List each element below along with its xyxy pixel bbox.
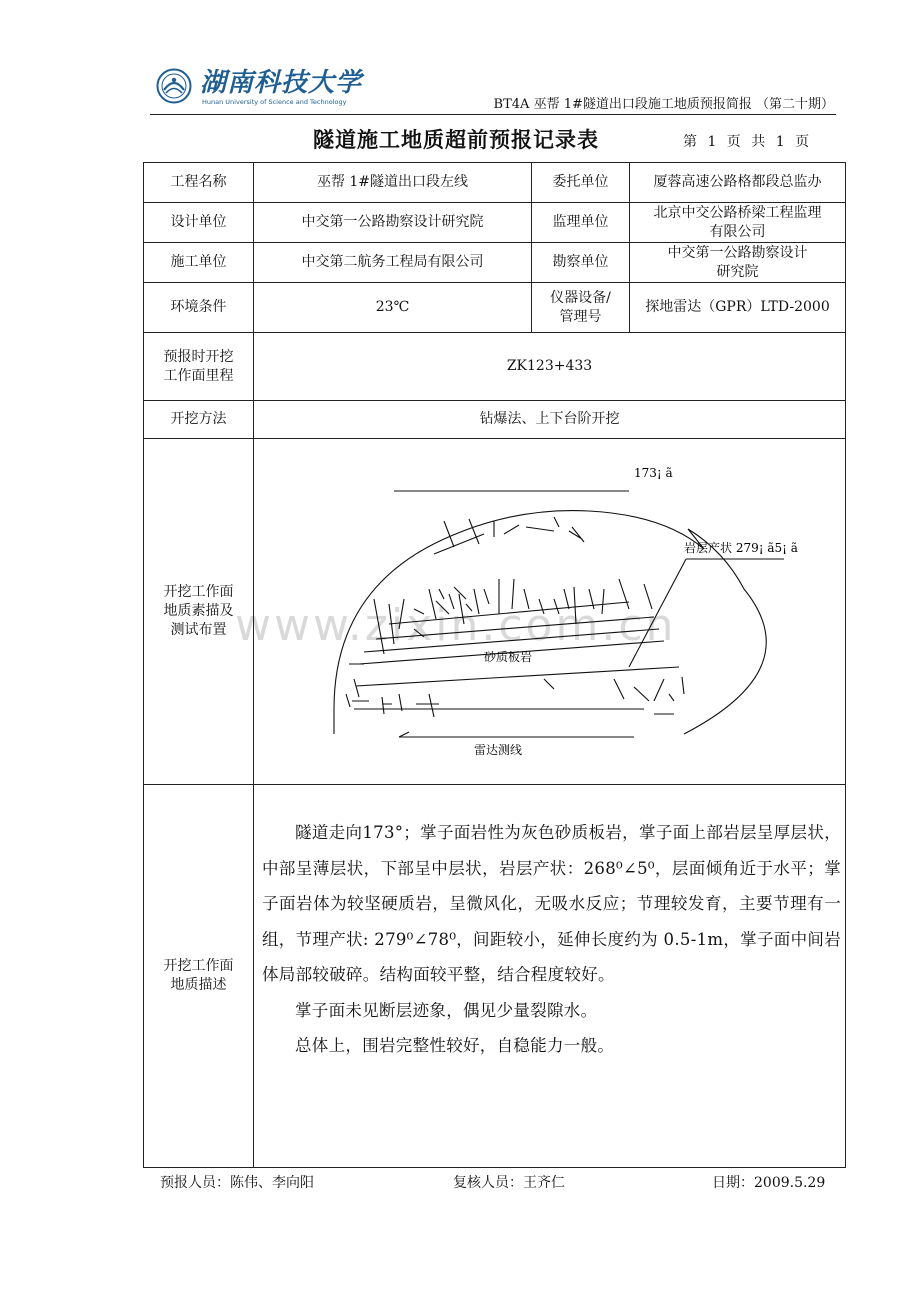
forecaster: 预报人员：陈伟、李向阳	[160, 1175, 314, 1191]
face-sketch	[254, 439, 846, 784]
instrument-label: 仪器设备/ 管理号	[532, 283, 630, 333]
table-row	[144, 401, 846, 439]
table-row	[144, 439, 846, 785]
supervision-unit-label: 监理单位	[532, 203, 630, 243]
page-header	[150, 60, 836, 115]
description-label: 开挖工作面 地质描述	[144, 785, 254, 1168]
survey-unit-value: 中交第一公路勘察设计 研究院	[630, 243, 846, 283]
radar-line-label: 雷达测线	[474, 743, 523, 757]
face-sketch-cell	[254, 439, 846, 785]
watermark: www.zixin.com.cn	[235, 600, 677, 651]
table-row	[144, 283, 846, 333]
table-row	[144, 785, 846, 1168]
description-paragraph: 隧道走向173°；掌子面岩性为灰色砂质板岩，掌子面上部岩层呈厚层状，中部呈薄层状，下部呈中层状，岩层产状：268⁰∠5⁰，层面倾角近于水平；掌子面岩体为较坚硬质岩，呈微风化，无吸水反应；节理较发育，主要节理有一组，节理产状: 279⁰∠78⁰，间距较小，延伸长度约为 0.5-1m，掌子面中间岩体局部较破碎。结构面较平整，结合程度较好。	[262, 823, 841, 984]
document-title: 隧道施工地质超前预报记录表	[313, 127, 599, 152]
table-row	[144, 163, 846, 203]
client-label: 委托单位	[532, 163, 630, 203]
project-name-label: 工程名称	[144, 163, 254, 203]
description-paragraph: 总体上，围岩完整性较好，自稳能力一般。	[295, 1036, 615, 1055]
bedding-line	[376, 617, 654, 639]
page-info: 第 1 页 共 1 页	[683, 134, 810, 150]
university-logo-text: 湖南科技大学	[200, 68, 363, 98]
design-unit-value: 中交第一公路勘察设计研究院	[254, 203, 532, 243]
geology-description	[254, 785, 846, 1168]
instrument-value: 探地雷达（GPR）LTD-2000	[630, 283, 846, 333]
university-emblem-icon	[156, 68, 192, 104]
supervision-unit-value: 北京中交公路桥梁工程监理 有限公司	[630, 203, 846, 243]
client-value: 厦蓉高速公路格都段总监办	[630, 163, 846, 203]
method-label: 开挖方法	[144, 401, 254, 439]
construction-unit-value: 中交第二航务工程局有限公司	[254, 243, 532, 283]
reviewer: 复核人员：王齐仁	[453, 1175, 565, 1191]
report-date: 日期：2009.5.29	[712, 1175, 826, 1191]
report-name: BT4A 巫帮 1#隧道出口段施工地质预报简报 （第二十期）	[493, 97, 834, 112]
mileage-label: 预报时开挖 工作面里程	[144, 333, 254, 401]
design-unit-label: 设计单位	[144, 203, 254, 243]
record-table	[143, 162, 846, 1168]
survey-unit-label: 勘察单位	[532, 243, 630, 283]
bedding-attitude-label: 岩层产状 279¡ ã5¡ ã	[684, 541, 798, 555]
pointer-line	[629, 559, 686, 667]
bedding-line	[364, 629, 659, 652]
sketch-label: 开挖工作面 地质素描及 测试布置	[144, 439, 254, 785]
environment-value: 23℃	[254, 283, 532, 333]
table-row	[144, 333, 846, 401]
environment-label: 环境条件	[144, 283, 254, 333]
method-value: 钻爆法、上下台阶开挖	[254, 401, 846, 439]
university-logo-subtitle: Hunan University of Science and Technology	[202, 98, 347, 106]
direction-label: 173¡ ã	[634, 466, 673, 480]
description-paragraph: 掌子面未见断层迹象，偶见少量裂隙水。	[295, 1000, 598, 1020]
mileage-value: ZK123+433	[254, 333, 846, 401]
construction-unit-label: 施工单位	[144, 243, 254, 283]
table-row	[144, 243, 846, 283]
project-name-value: 巫帮 1#隧道出口段左线	[254, 163, 532, 203]
bedding-line	[356, 667, 679, 686]
table-row	[144, 203, 846, 243]
rock-type-label: 砂质板岩	[484, 650, 533, 664]
